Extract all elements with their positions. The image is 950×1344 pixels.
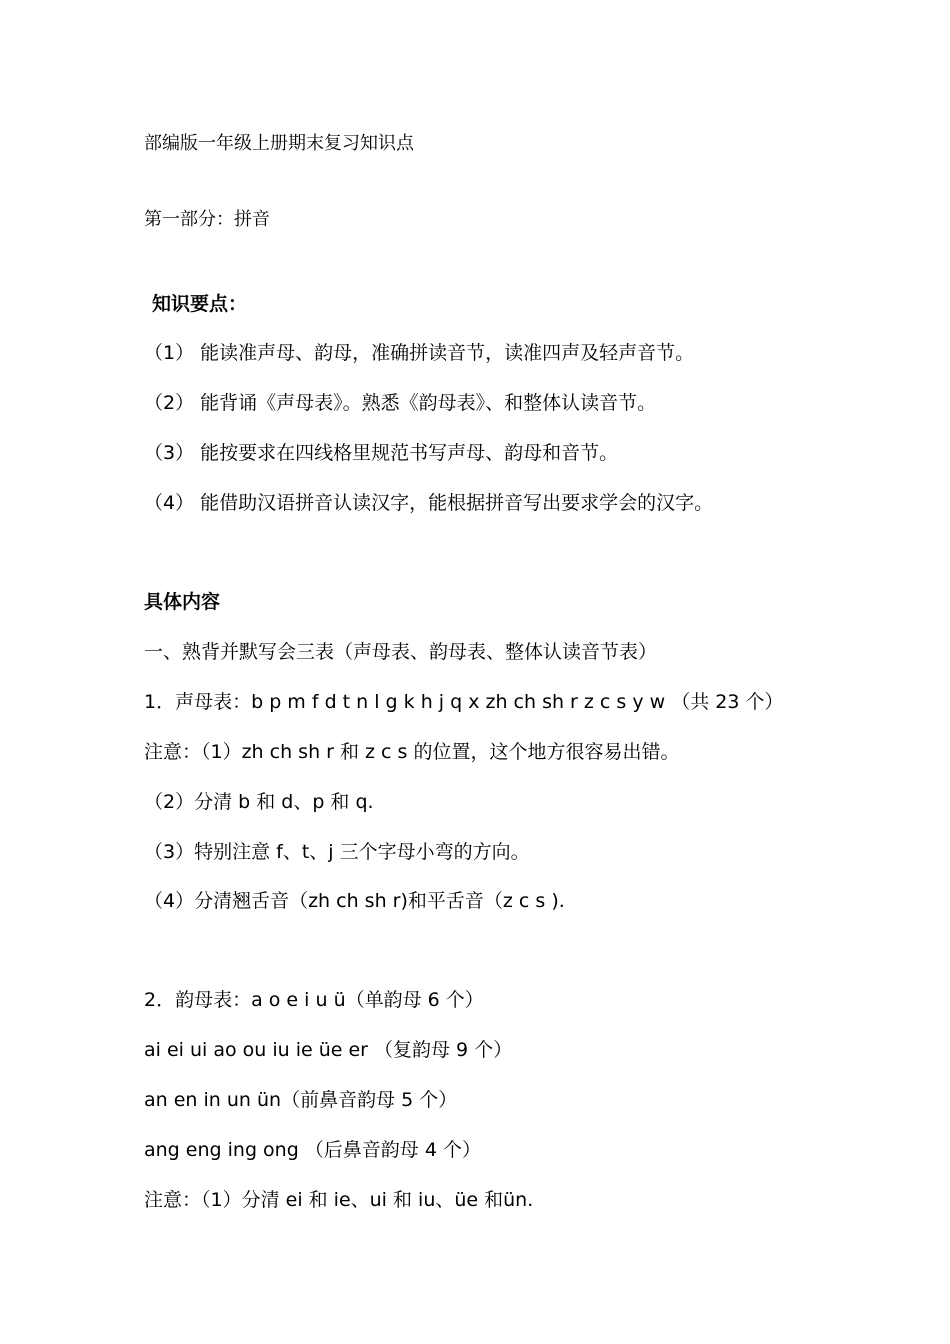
- key-point-item: （1） 能读准声母、韵母，准确拼读音节，读准四声及轻声音节。: [144, 342, 695, 364]
- key-point-item: （2） 能背诵《声母表》。熟悉《韵母表》、和整体认读音节。: [144, 392, 657, 414]
- initials-note: 注意：（1）zh ch sh r 和 z c s 的位置，这个地方很容易出错。: [144, 741, 680, 763]
- finals-table-line: ang eng ing ong （后鼻音韵母 4 个）: [144, 1139, 481, 1161]
- initials-note: （4）分清翘舌音（zh ch sh r)和平舌音（z c s ).: [144, 890, 565, 912]
- initials-note: （3）特别注意 f、t、j 三个字母小弯的方向。: [144, 841, 530, 863]
- section-title: 一、熟背并默写会三表（声母表、韵母表、整体认读音节表）: [144, 641, 658, 663]
- document-title: 部编版一年级上册期末复习知识点: [144, 133, 414, 154]
- finals-table-line: ai ei ui ao ou iu ie üe er （复韵母 9 个）: [144, 1039, 513, 1061]
- finals-table-line: 2．韵母表：a o e i u ü（单韵母 6 个）: [144, 989, 484, 1011]
- key-point-item: （3） 能按要求在四线格里规范书写声母、韵母和音节。: [144, 442, 619, 464]
- part-heading: 第一部分：拼音: [144, 209, 270, 230]
- finals-table-line: an en in un ün（前鼻音韵母 5 个）: [144, 1089, 458, 1111]
- finals-note: 注意：（1）分清 ei 和 ie、ui 和 iu、üe 和ün.: [144, 1189, 534, 1211]
- content-heading: 具体内容: [144, 591, 221, 613]
- initials-table-line: 1．声母表：b p m f d t n l g k h j q x zh ch sh r z c s y w （共 23 个）: [144, 691, 784, 713]
- key-point-item: （4） 能借助汉语拼音认读汉字，能根据拼音写出要求学会的汉字。: [144, 492, 714, 514]
- initials-note: （2）分清 b 和 d、p 和 q.: [144, 791, 374, 813]
- key-points-heading: 知识要点：: [152, 293, 248, 315]
